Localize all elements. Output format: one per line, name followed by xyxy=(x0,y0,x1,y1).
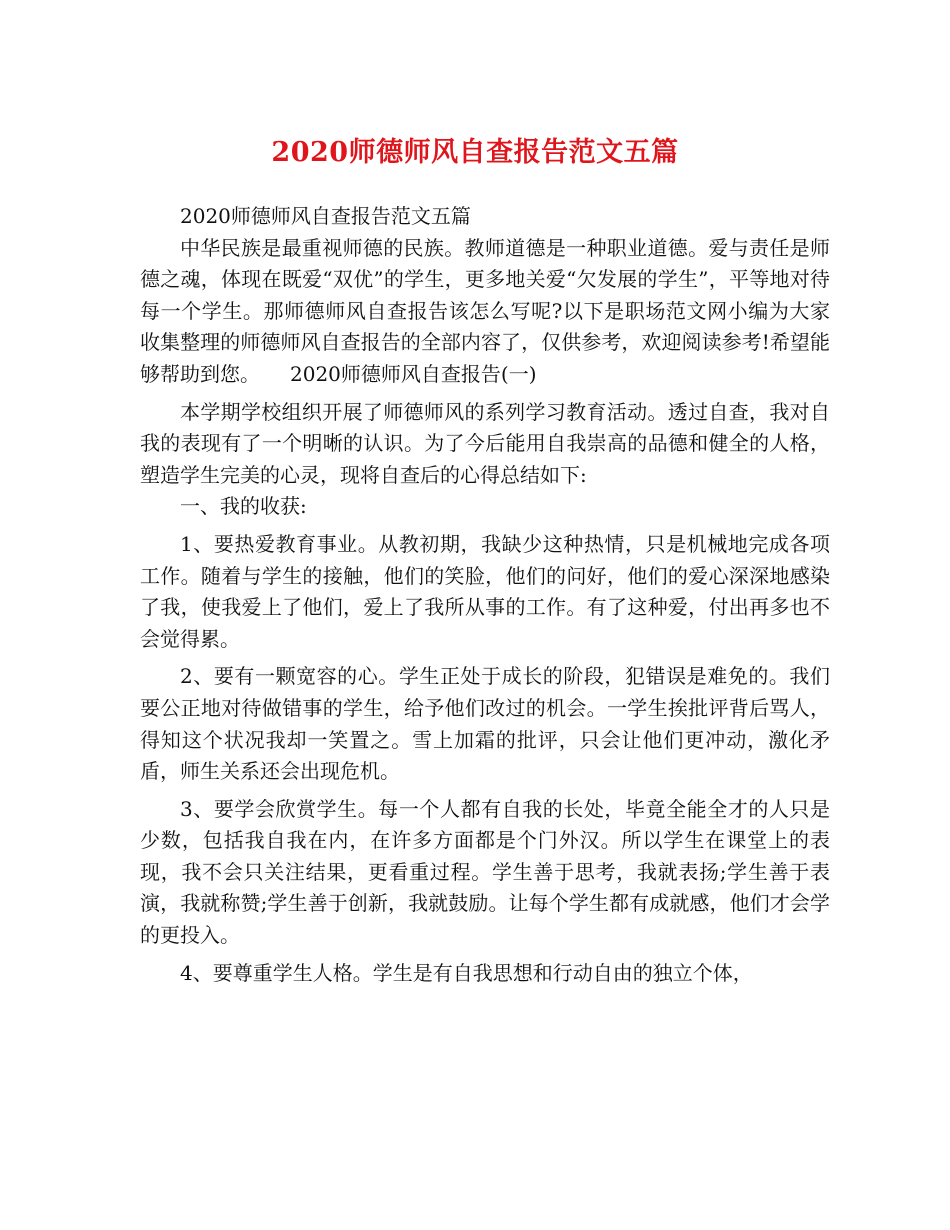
document-title: 2020师德师风自查报告范文五篇 xyxy=(271,137,679,168)
body-paragraph: 4、要尊重学生人格。学生是有自我思想和行动自由的独立个体， xyxy=(180,960,753,985)
body-paragraph: 1、要热爱教育事业。从教初期，我缺少这种热情，只是机械地完成各项工作。随着与学生的接触，他们的笑脸，他们的问好，他们的爱心深深地感染了我，使我爱上了他们，爱上了我所从事的工作。有了这种爱，付出再多也不会觉得累。 xyxy=(140,531,830,651)
body-paragraph: 3、要学会欣赏学生。每一个人都有自我的长处，毕竟全能全才的人只是少数，包括我自我在内，在许多方面都是个门外汉。所以学生在课堂上的表现，我不会只关注结果，更看重过程。学生善于思考，我就表扬;学生善于表演，我就称赞;学生善于创新，我就鼓励。让每个学生都有成就感，他们才会学的更投入。 xyxy=(140,796,830,948)
document-body xyxy=(140,201,830,989)
body-paragraph-intro: 中华民族是最重视师德的民族。教师道德是一种职业道德。爱与责任是师德之魂，体现在既爱“双优”的学生，更多地关爱“欠发展的学生”，平等地对待每一个学生。那师德师风自查报告该怎么写呢?以下是职场范文网小编为大家收集整理的师德师风自查报告的全部内容了，仅供参考，欢迎阅读参考!希望能够帮助到您。 2020师德师风自查报告(一) xyxy=(140,235,830,386)
section-heading: 一、我的收获: xyxy=(180,494,307,519)
body-paragraph: 2、要有一颗宽容的心。学生正处于成长的阶段，犯错误是难免的。我们要公正地对待做错事的学生，给予他们改过的机会。一学生挨批评背后骂人，得知这个状况我却一笑置之。雪上加霜的批评，只会让他们更冲动，激化矛盾，师生关系还会出现危机。 xyxy=(140,664,830,784)
body-paragraph: 本学期学校组织开展了师德师风的系列学习教育活动。透过自查，我对自我的表现有了一个明晰的认识。为了今后能用自我崇高的品德和健全的人格，塑造学生完美的心灵，现将自查后的心得总结如下: xyxy=(140,399,830,487)
body-paragraph-subtitle: 2020师德师风自查报告范文五篇 xyxy=(180,204,471,228)
